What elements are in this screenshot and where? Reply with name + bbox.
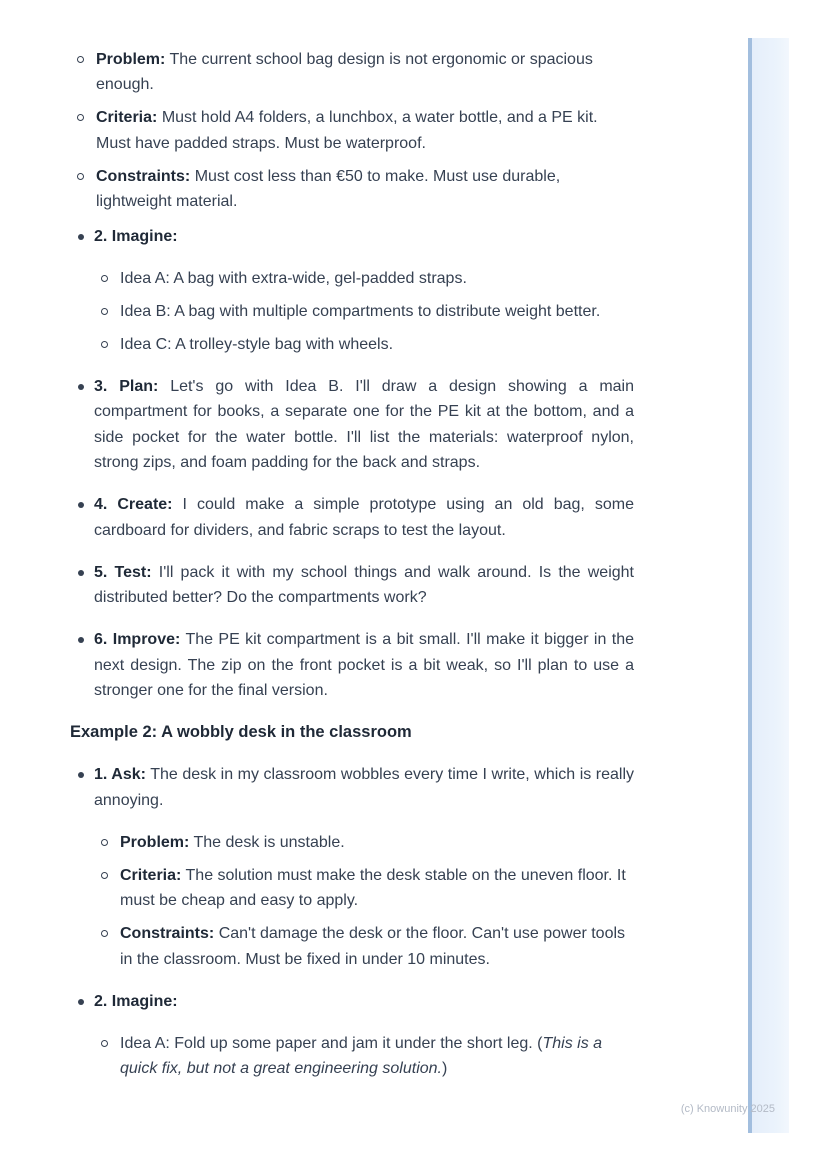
item-label: Problem: (120, 833, 190, 851)
list-item (120, 863, 634, 914)
item-text: The desk is unstable. (193, 833, 345, 851)
list-item (120, 921, 634, 972)
item-text: Idea A: A bag with extra-wide, gel-padded straps. (120, 269, 467, 287)
item-label: Criteria: (96, 109, 158, 126)
list-item (120, 299, 634, 325)
item-text: I could make a simple prototype using an old bag, some cardboard for dividers, and fabric scraps to test the layout. (94, 496, 634, 539)
list-item (96, 105, 634, 156)
imagine-ideas-sublist (94, 266, 634, 358)
item-label: 2. Imagine: (94, 992, 178, 1010)
item-text: The solution must make the desk stable on the uneven floor. It must be cheap and easy to apply. (120, 866, 626, 909)
list-item-step-ask (94, 762, 634, 972)
item-text: Idea C: A trolley-style bag with wheels. (120, 335, 394, 353)
item-label: Problem: (96, 50, 166, 68)
item-text: Must hold A4 folders, a lunchbox, a water bottle, and a PE kit. Must have padded straps. Must be waterproof. (96, 109, 598, 152)
list-item (120, 266, 634, 292)
item-text-italic: This is a quick fix, but not a great engineering solution. (120, 1034, 603, 1077)
item-text: I'll pack it with my school things and walk around. Is the weight distributed better? Do the compartments work? (94, 563, 635, 606)
item-text: Let's go with Idea B. I'll draw a design showing a main compartment for books, a separate one for the PE kit at the bottom, and a side pocket for the water bottle. I'll list the materials: waterproof nylon, strong zips, and foam padding for the back and straps. (94, 377, 635, 471)
item-text: The current school bag design is not ergonomic or spacious enough. (96, 50, 593, 93)
item-text: The PE kit compartment is a bit small. I'll make it bigger in the next design. The zip on the front pocket is a bit weak, so I'll plan to use a stronger one for the final version. (94, 631, 635, 699)
item-label: 4. Create: (94, 496, 173, 513)
item-text: ) (441, 1060, 448, 1077)
list-item (96, 164, 634, 215)
item-label: 3. Plan: (94, 377, 159, 395)
list-item-step-plan (94, 374, 634, 476)
example1-steps-list (70, 224, 634, 704)
item-label: Criteria: (120, 866, 182, 884)
item-text: Idea A: Fold up some paper and jam it under the short leg. ( (120, 1034, 543, 1052)
list-item (120, 1031, 634, 1082)
item-label: 1. Ask: (94, 766, 146, 783)
list-item-step-improve (94, 627, 634, 704)
item-text: Must cost less than €50 to make. Must use durable, lightweight material. (96, 167, 561, 210)
item-label: Constraints: (120, 925, 215, 942)
item-label: 6. Improve: (94, 631, 181, 648)
example2-steps-list (70, 762, 634, 1082)
list-item-step-test (94, 560, 634, 611)
item-text: Idea B: A bag with multiple compartments to distribute weight better. (120, 302, 601, 320)
list-item (96, 47, 634, 98)
example2-heading: Example 2: A wobbly desk in the classroom (70, 723, 412, 741)
item-label: 2. Imagine: (94, 227, 178, 245)
list-item-step-imagine2 (94, 989, 634, 1082)
item-text: The desk in my classroom wobbles every time I write, which is really annoying. (94, 766, 635, 809)
list-item (120, 830, 634, 856)
list-item (120, 332, 634, 358)
ask-sublist (94, 830, 634, 973)
document-body (70, 30, 634, 1098)
example1-step1-sublist (70, 47, 634, 215)
item-label: Constraints: (96, 167, 191, 185)
item-text: Can't damage the desk or the floor. Can't use power tools in the classroom. Must be fixed in under 10 minutes. (120, 925, 626, 968)
list-item-step-create (94, 492, 634, 543)
item-label: 5. Test: (94, 563, 152, 581)
list-item-step-imagine (94, 224, 634, 358)
copyright-watermark: (c) Knowunity 2025 (680, 1103, 775, 1115)
imagine2-ideas-sublist (94, 1031, 634, 1082)
next-page-edge-strip (748, 38, 789, 1133)
